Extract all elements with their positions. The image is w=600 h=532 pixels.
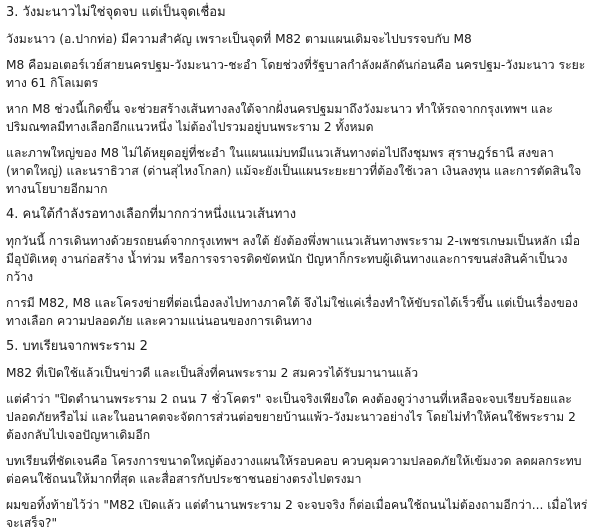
paragraph-line: ผมขอทิ้งท้ายไว้ว่า "M82 เปิดแล้ว แต่ตำนานพระราม 2 จะจบจริง ก็ต่อเมื่อคนใช้ถนนไม่ต้องถามอีกว่า... เมื่อไหร่ [6, 498, 588, 512]
paragraph-line: กว้าง [6, 270, 34, 284]
paragraph [6, 144, 594, 198]
paragraph-line: มีอุบัติเหตุ งานก่อสร้าง น้ำท่วม หรือการจราจรติดขัดหนัก ปัญหาก็กระทบผู้เดินทางและการขนส่งสินค้าเป็นวง [6, 252, 568, 266]
paragraph-line: M8 คือมอเตอร์เวย์สายนครปฐม-วังมะนาว-ชะอำ โดยช่วงที่รัฐบาลกำลังผลักดันก่อนคือ นครปฐม-วังมะนาว ระยะ [6, 58, 586, 72]
paragraph [6, 30, 594, 48]
paragraph [6, 100, 594, 136]
paragraph-line: วังมะนาว (อ.ปากท่อ) มีความสำคัญ เพราะเป็นจุดที่ M82 ตามแผนเดิมจะไปบรรจบกับ M8 [6, 32, 472, 46]
paragraph-line: ต้องกลับไปเจอปัญหาเดิมอีก [6, 428, 151, 442]
paragraph [6, 294, 594, 330]
paragraph-line: M82 ที่เปิดใช้แล้วเป็นข่าวดี และเป็นสิ่งที่คนพระราม 2 สมควรได้รับมานานแล้ว [6, 366, 419, 380]
paragraph [6, 390, 594, 444]
paragraph [6, 452, 594, 488]
paragraph [6, 56, 594, 92]
paragraph-line: การมี M82, M8 และโครงข่ายที่ต่อเนื่องลงไปทางภาคใต้ จึงไม่ใช่แค่เรื่องทำให้ขับรถได้เร็วขึ้น แต่เป็นเรื่องของ [6, 296, 578, 310]
paragraph-line: ปลอดภัยหรือไม่ และในอนาคตจะจัดการส่วนต่อขยายบ้านแพ้ว-วังมะนาวอย่างไร โดยไม่ทำให้คนใช้พระราม 2 [6, 410, 576, 424]
paragraph-line: หาก M8 ช่วงนี้เกิดขึ้น จะช่วยสร้างเส้นทางลงใต้จากฝั่งนครปฐมมาถึงวังมะนาว ทำให้รถจากกรุงเทพฯ และ [6, 102, 553, 116]
paragraph [6, 364, 594, 382]
paragraph-line: ปริมณฑลมีทางเลือกอีกแนวหนึ่ง ไม่ต้องไปรวมอยู่บนพระราม 2 ทั้งหมด [6, 120, 374, 134]
paragraph-line: และภาพใหญ่ของ M8 ไม่ได้หยุดอยู่ที่ชะอำ ในแผนแม่บทมีแนวเส้นทางต่อไปถึงชุมพร สุราษฎร์ธานี สงขลา [6, 146, 554, 160]
paragraph-line: แต่คำว่า "ปิดตำนานพระราม 2 ถนน 7 ชั่วโคตร" จะเป็นจริงเพียงใด คงต้องดูว่างานที่เหลือจะจบเรียบร้อยและ [6, 392, 572, 406]
paragraph-line: ทาง 61 กิโลเมตร [6, 76, 99, 90]
paragraph-line: ทางนโยบายอีกมาก [6, 182, 108, 196]
section-heading: 3. วังมะนาวไม่ใช่จุดจบ แต่เป็นจุดเชื่อม [6, 5, 226, 20]
paragraph-line: จะเสร็จ?" [6, 516, 58, 530]
paragraph [6, 496, 594, 532]
section-heading: 4. คนใต้กำลังรอทางเลือกที่มากกว่าหนึ่งแนวเส้นทาง [6, 207, 297, 222]
paragraph [6, 232, 594, 286]
paragraph-line: ต่อคนใช้ถนนให้มากที่สุด และสื่อสารกับประชาชนอย่างตรงไปตรงมา [6, 472, 362, 486]
paragraph-line: (หาดใหญ่) และนราธิวาส (ด่านสุไหงโกลก) แม้จะยังเป็นแผนระยะยาวที่ต้องใช้เวลา เงินลงทุน และการตัดสินใจ [6, 164, 582, 178]
paragraph-line: ทุกวันนี้ การเดินทางด้วยรถยนต์จากกรุงเทพฯ ลงใต้ ยังต้องพึ่งพาแนวเส้นทางพระราม 2-เพชรเกษมเป็นหลัก เมื่อ [6, 234, 581, 248]
paragraph-line: ทางเลือก ความปลอดภัย และความแน่นอนของการเดินทาง [6, 314, 312, 328]
section-heading: 5. บทเรียนจากพระราม 2 [6, 339, 148, 354]
paragraph-line: บทเรียนที่ชัดเจนคือ โครงการขนาดใหญ่ต้องวางแผนให้รอบคอบ ควบคุมความปลอดภัยให้เข้มงวด ลดผลกระทบ [6, 454, 582, 468]
